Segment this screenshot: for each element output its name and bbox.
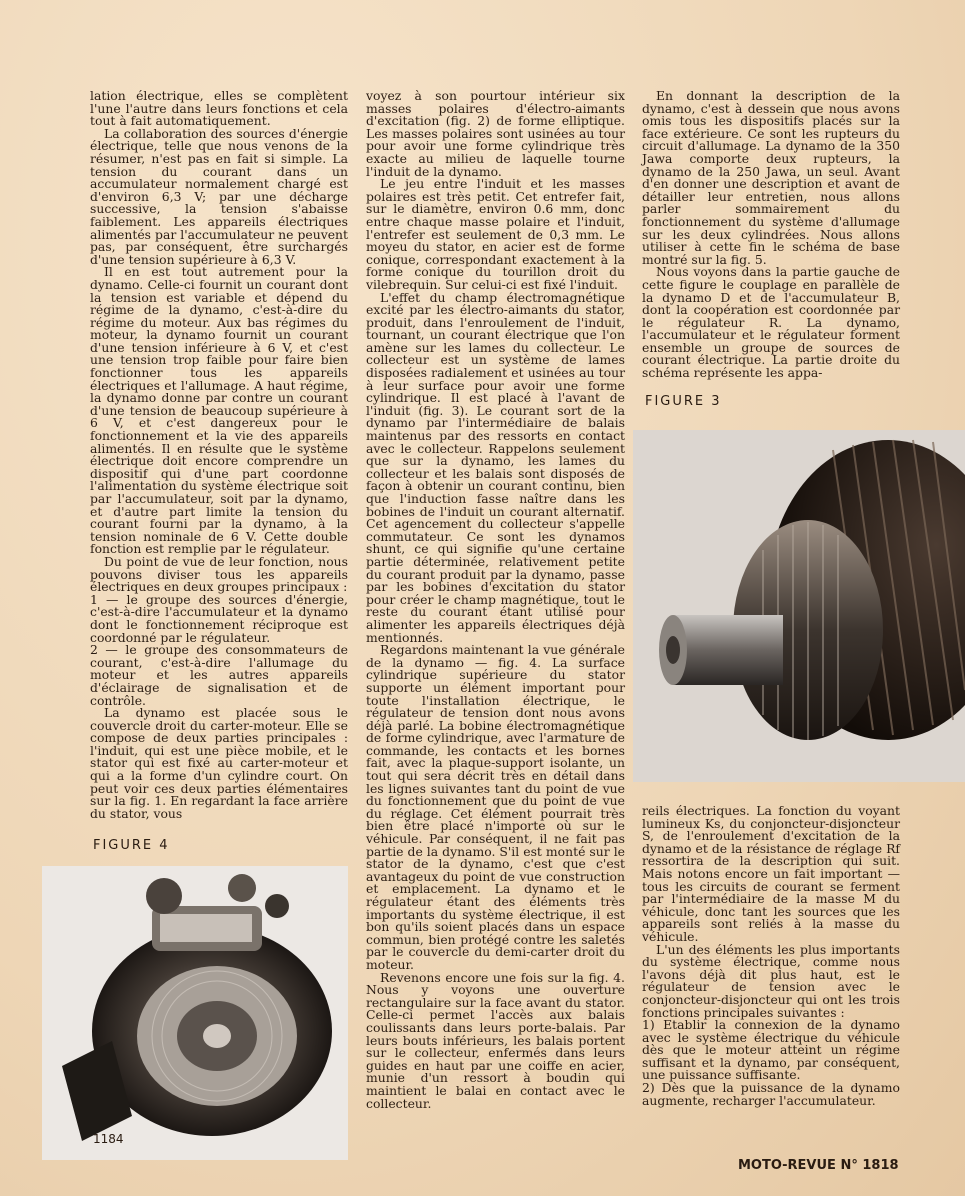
text-column-3-top xyxy=(642,90,900,380)
list-item: 2) Dès que la puissance de la dynamo augmente, recharger l'accumulateur. xyxy=(642,1080,900,1108)
figure-4-label: FIGURE 4 xyxy=(93,838,170,853)
paragraph: Il en est tout autrement pour la dynamo. Celle-ci fournit un courant dont la tension est variable et dépend du régime de la dynamo, c'est-à-dire du régime du moteur. Aux bas régimes du moteur, la dynamo fournit un courant d'une tension inférieure à 6 V, et c'est une tension trop faible pour faire bien fonctionner tous les appareils électriques et l'allumage. A haut régime, la dynamo donne par contre un courant d'une tension de beaucoup supérieure à 6 V, et c'est dangereux pour le fonctionnement et la vie des appareils alimentés. Il en résulte que le système électrique doit encore comprendre un dispositif qui d'une part coordonne l'alimentation du système électrique soit par l'accumulateur, soit par la dynamo, et d'autre part limite la tension du courant fourni par la dynamo, à la tension nominale de 6 V. Cette double fonction est remplie par le régulateur. xyxy=(90,264,348,557)
paragraph: Regardons maintenant la vue générale de la dynamo — fig. 4. La surface cylindrique supérieure du stator supporte un élément important pour toute l'installation électrique, le régulateur de tension dont nous avons déjà parlé. La bobine électromagnétique de forme cylindrique, avec l'armature de commande, les contacts et les bornes fait, avec la plaque-support isolante, un tout qui sera décrit très en détail dans les lignes suivantes tant du point de vue du fonctionnement que du point de vue du réglage. Cet élément pourrait très bien être placé n'importe où sur le véhicule. Par conséquent, il ne fait pas partie de la dynamo. S'il est monté sur le stator de la dynamo, c'est que c'est avantageux du point de vue construction et emplacement. La dynamo et le régulateur étant des éléments très importants du système électrique, il est bon qu'ils soient placés dans un espace commun, bien protégé contre les saletés par le couvercle du demi-carter droit du moteur. xyxy=(366,642,625,972)
list-item: 1) Etablir la connexion de la dynamo avec le système électrique du véhicule dès que le moteur atteint un régime suffisant et la dynamo, par conséquent, une puissance suffisante. xyxy=(642,1017,900,1083)
paragraph: L'effet du champ électromagnétique excité par les électro-aimants du stator, produit, dans l'enroulement de l'induit, tournant, un courant électrique que l'on amène sur les lames du collecteur. Le collecteur est un système de lames disposées radialement et usinées au tour à leur surface pour avoir une forme cylindrique. Il est placé à l'avant de l'induit (fig. 3). Le courant sort de la dynamo par l'intermédiaire de balais maintenus par des ressorts en contact avec le collecteur. Rappelons seulement que sur la dynamo, les lames du collecteur et les balais sont disposés de façon à obtenir un courant continu, bien que l'induction fasse naître dans les bobines de l'induit un courant alternatif. Cet agencement du collecteur s'appelle commutateur. Ce sont les dynamos shunt, ce qui signifie qu'une certaine partie déterminée, relativement petite du courant produit par la dynamo, passe par les bobines d'excitation du stator pour créer le champ magnétique, tout le reste du courant étant utilisé pour alimenter les appareils électriques déjà mentionnés. xyxy=(366,289,625,645)
paragraph: La collaboration des sources d'énergie électrique, telle que nous venons de la résumer, n'est pas en fait si simple. La tension du courant dans un accumulateur normalement chargé est d'environ 6,3 V; par une décharge successive, la tension s'abaisse faiblement. Les appareils électriques alimentés par l'accumulateur ne peuvent pas, par conséquent, être surchargés d'une tension supérieure à 6,3 V. xyxy=(90,125,348,267)
text-column-1 xyxy=(90,90,348,820)
paragraph: Le jeu entre l'induit et les masses polaires est très petit. Cet entrefer fait, sur le diamètre, environ 0.6 mm, donc entre chaque masse polaire et l'induit, l'entrefer est seulement de 0,3 mm. Le moyeu du stator, en acier est de forme conique, correspondant exactement à la forme conique du tourillon droit du vilebrequin. Sur celui-ci est fixé l'induit. xyxy=(366,176,625,292)
page-number: 1184 xyxy=(93,1132,124,1146)
paragraph: Du point de vue de leur fonction, nous pouvons diviser tous les appareils électriques en deux groupes principaux : xyxy=(90,553,348,595)
paragraph: La dynamo est placée sous le couvercle droit du carter-moteur. Elle se compose de deux parties principales : l'induit, qui est une pièce mobile, et le stator qui est fixé au carter-moteur et qui a la forme d'un cylindre court. On peut voir ces deux parties élémentaires sur la fig. 1. En regardant la face arrière du stator, vous xyxy=(90,705,348,821)
list-item: 1 — le groupe des sources d'énergie, c'est-à-dire l'accumulateur et la dynamo dont le fonctionnement réciproque est coordonné par le régulateur. xyxy=(90,591,348,645)
paragraph: Revenons encore une fois sur la fig. 4. Nous y voyons une ouverture rectangulaire sur la face avant du stator. Celle-ci permet l'accès aux balais coulissants dans leurs porte-balais. Par leurs bouts inférieurs, les balais portent sur le collecteur, enfermés dans leurs guides en haut par une coiffe en acier, munie d'un ressort à boudin qui maintient le balai en contact avec le collecteur. xyxy=(366,969,625,1111)
figure-3-label: FIGURE 3 xyxy=(645,394,722,409)
paragraph: lation électrique, elles se complètent l'une l'autre dans leurs fonctions et cela tout à fait automatiquement. xyxy=(90,88,348,129)
paragraph: voyez à son pourtour intérieur six masses polaires d'électro-aimants d'excitation (fig. 2) de forme elliptique. Les masses polaires sont usinées au tour pour avoir une forme cylindrique très exacte au milieu de laquelle tourne l'induit de la dynamo. xyxy=(366,88,625,179)
figure-3-photo xyxy=(633,430,965,782)
armature-image xyxy=(633,430,965,782)
magazine-footer: MOTO-REVUE N° 1818 xyxy=(738,1158,899,1173)
paragraph: L'un des éléments les plus importants du système électrique, comme nous l'avons déjà dit plus haut, est le régulateur de tension avec le conjoncteur-disjoncteur qui ont les trois fonctions principales suivantes : xyxy=(642,941,900,1020)
list-item: 2 — le groupe des consommateurs de courant, c'est-à-dire l'allumage du moteur et les autres appareils d'éclairage de signalisation et de contrôle. xyxy=(90,642,348,708)
paragraph: En donnant la description de la dynamo, c'est à dessein que nous avons omis tous les dispositifs placés sur la face extérieure. Ce sont les rupteurs du circuit d'allumage. La dynamo de la 350 Jawa comporte deux rupteurs, la dynamo de la 250 Jawa, un seul. Avant d'en donner une description et avant de détailler leur entretien, nous allons parler sommairement du fonctionnement du système d'allumage sur les deux cylindrées. Nous allons utiliser à cette fin le schéma de base montré sur la fig. 5. xyxy=(642,88,900,267)
paragraph: Nous voyons dans la partie gauche de cette figure le couplage en parallèle de la dynamo D et de l'accumulateur B, dont la coopération est coordonnée par le régulateur R. La dynamo, l'accumulateur et le régulateur forment ensemble un groupe de sources de courant électrique. La partie droite du schéma représente les appa- xyxy=(642,264,900,381)
text-column-3-bottom xyxy=(642,805,900,1107)
figure-4-photo xyxy=(42,866,348,1160)
dynamo-image xyxy=(42,866,348,1160)
text-column-2 xyxy=(366,90,625,1110)
paragraph: reils électriques. La fonction du voyant lumineux Ks, du conjoncteur-disjoncteur S, de l'enroulement d'excitation de la dynamo et de la résistance de réglage Rf ressortira de la description qui suit. Mais notons encore un fait important — tous les circuits de courant se ferment par l'intermédiaire de la masse M du véhicule, donc tant les sources que les appareils sont reliés à la masse du véhicule. xyxy=(642,803,900,944)
